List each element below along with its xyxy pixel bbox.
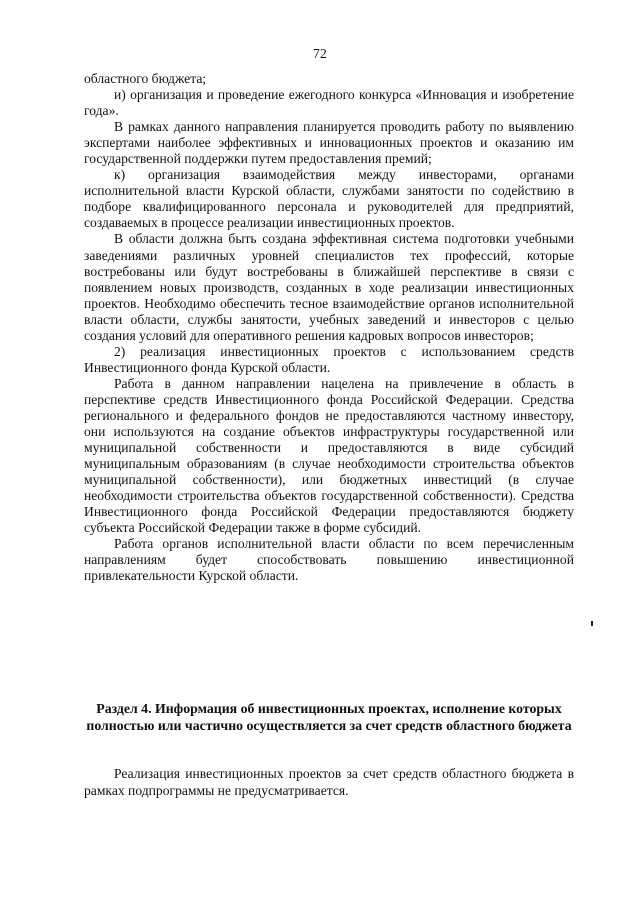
paragraph-4: к) организация взаимодействия между инвесторами, органами исполнительной власти Курской области, службами занятости по содействию в подборе квалифицированного персонала и руководителей для предприятий, создаваемых в процессе реализации инвестиционных проектов. (84, 167, 574, 231)
section-heading: Раздел 4. Информация об инвестиционных проектах, исполнение которых полностью или частично осуществляется за счет средств областного бюджета (86, 701, 572, 733)
paragraph-1: областного бюджета; (84, 71, 207, 86)
paragraph-7: Работа в данном направлении нацелена на привлечение в область в перспективе средств Инвестиционного фонда Российской Федерации. Средства регионального и федерального фондов не предоставляются частному инвестору, они используются на создание объектов инфраструктуры государственной или муниципальной собственности и предоставляются в виде субсидий муниципальным образованиям (в случае необходимости строительства объектов муниципальной собственности), или бюджетных инвестиций (в случае необходимости строительства объектов государственной собственности). Средства Инвестиционного фонда Российской Федерации предоставляются бюджету субъекта Российской Федерации также в форме субсидий. (84, 375, 574, 536)
closing-paragraph: Реализация инвестиционных проектов за счет средств областного бюджета в рамках подпрограммы не предусматривается. (84, 766, 574, 798)
body-text (84, 71, 574, 585)
paragraph-6: 2) реализация инвестиционных проектов с использованием средств Инвестиционного фонда Курской области. (84, 343, 574, 375)
paragraph-3: В рамках данного направления планируется проводить работу по выявлению экспертами наиболее эффективных и инновационных проектов и оказанию им государственной поддержки путем предоставления премий; (84, 119, 574, 167)
paragraph-2: и) организация и проведение ежегодного конкурса «Инновация и изобретение года». (84, 87, 574, 119)
page-number: 72 (313, 46, 327, 61)
paragraph-5: В области должна быть создана эффективная система подготовки учебными заведениями различных уровней специалистов тех профессий, которые востребованы или будут востребованы в ближайшей перспективе в связи с появлением новых производств, созданных в ходе реализации инвестиционных проектов. Необходимо обеспечить тесное взаимодействие органов исполнительной власти области, службы занятости, учебных заведений и инвесторов с целью создания условий для оперативного решения кадровых вопросов инвесторов; (84, 231, 574, 343)
paragraph-8: Работа органов исполнительной власти области по всем перечисленным направлениям будет способствовать повышению инвестиционной привлекательности Курской области. (84, 536, 574, 584)
closing-text (84, 766, 574, 799)
scan-mark (591, 621, 593, 626)
